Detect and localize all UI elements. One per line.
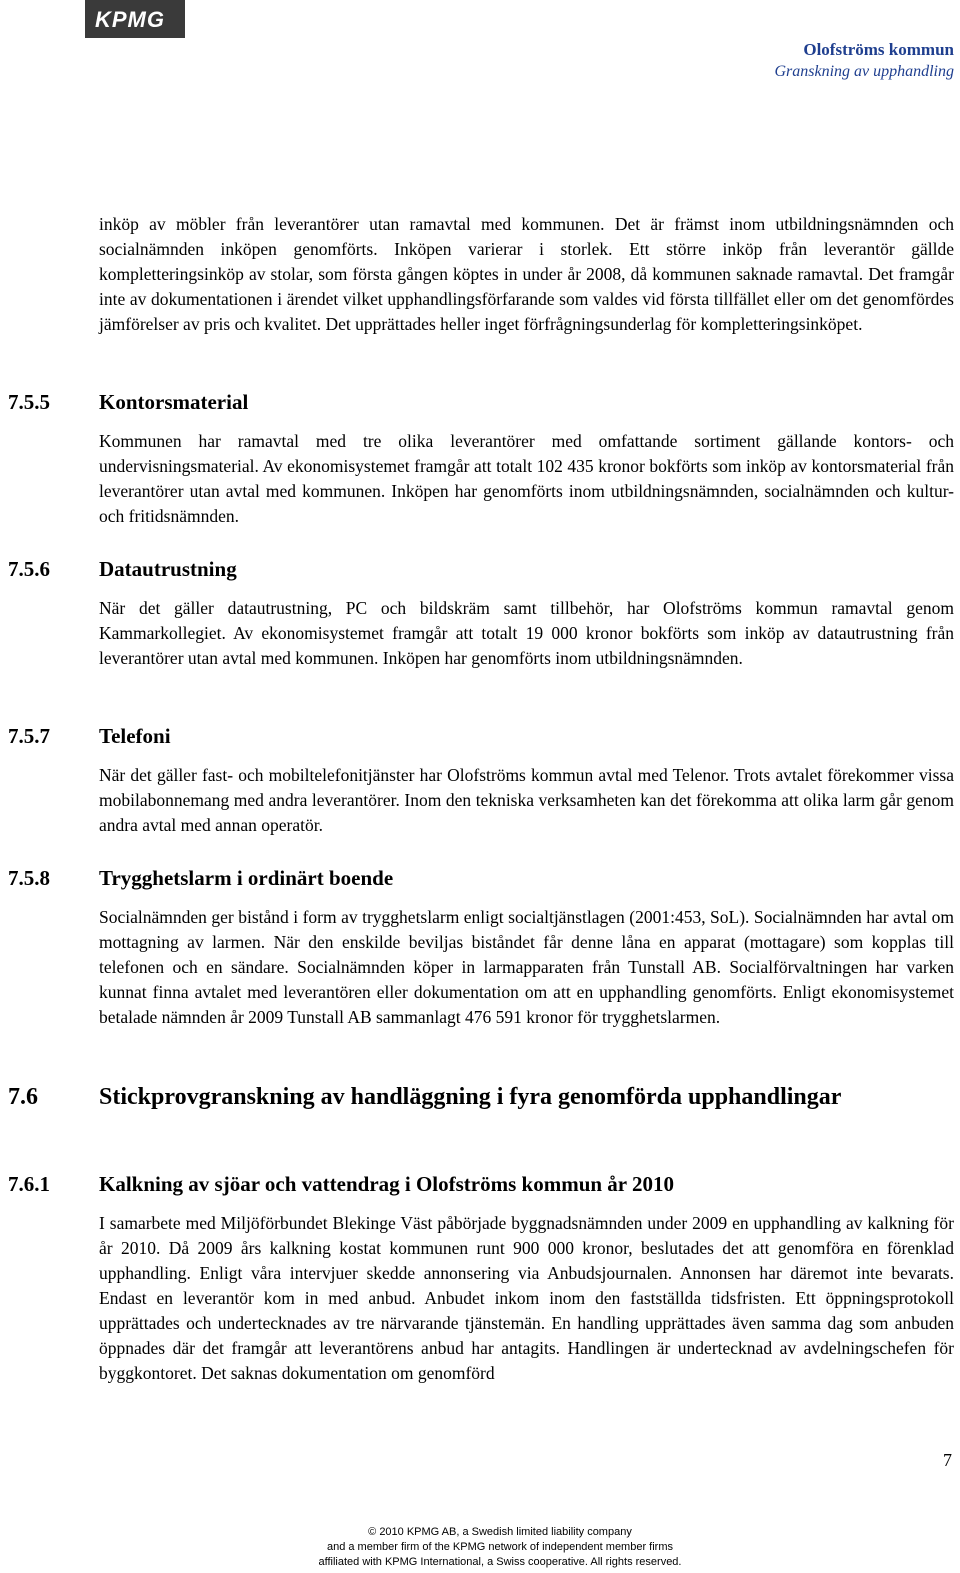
header-org: Olofströms kommun bbox=[803, 40, 954, 59]
section-number: 7.6.1 bbox=[8, 1172, 50, 1196]
kpmg-logo bbox=[85, 0, 185, 38]
section-number: 7.5.8 bbox=[8, 866, 50, 890]
section-number: 7.5.6 bbox=[8, 557, 50, 581]
footer-line: affiliated with KPMG International, a Swiss cooperative. All rights reserved. bbox=[318, 1556, 682, 1568]
section-number: 7.5.5 bbox=[8, 390, 50, 414]
paragraph-trygghetslarm: Socialnämnden ger bistånd i form av trygghetslarm enligt socialtjänstlagen (2001:453, SoL). Socialnämnden har avtal om mottagning av larmen. När den enskilde beviljas biståndet får denne låna en apparat (mottagare) som kopplas till telefonen och en sändare. Socialnämnden köper in larmapparaten från Tunstall AB. Socialförvaltningen har varken kunnat finna avtalet med leverantören eller dokumentation om att en upphandling genomförts. Enligt ekonomisystemet betalade nämnden år 2009 Tunstall AB sammanlagt 476 591 kronor för trygghetslarmen. bbox=[99, 907, 954, 1027]
section-title: Kalkning av sjöar och vattendrag i Olofströms kommun år 2010 bbox=[99, 1172, 674, 1196]
section-title: Trygghetslarm i ordinärt boende bbox=[99, 866, 394, 890]
paragraph-intro: inköp av möbler från leverantörer utan ramavtal med kommunen. Det är främst inom utbildningsnämnden och socialnämnden inköpen genomförts. Inköpen varierar i storlek. Ett större inköp från leverantör gällde kompletteringsinköp av stolar, som första gången köptes in under år 2008, då kommunen saknade ramavtal. Det framgår inte av dokumentationen i ärendet vilket upphandlingsförfarande som valdes vid första tillfället eller om det genomfördes jämförelser av pris och kvalitet. Det upprättades heller inget förfrågningsunderlag för kompletteringsinköpet. bbox=[99, 214, 954, 334]
logo-text: KPMG bbox=[95, 7, 165, 32]
footer-line: and a member firm of the KPMG network of independent member firms bbox=[326, 1541, 674, 1553]
section-number: 7.6 bbox=[8, 1084, 38, 1110]
footer-line: © 2010 KPMG AB, a Swedish limited liability company bbox=[368, 1526, 632, 1538]
header-report: Granskning av upphandling bbox=[774, 63, 954, 80]
page-header bbox=[774, 39, 954, 83]
paragraph-kontorsmaterial: Kommunen har ramavtal med tre olika leverantörer med omfattande sortiment gällande kontors- och undervisningsmaterial. Av ekonomisystemet framgår att totalt 102 435 kronor bokförts som inköp av kontorsmaterial från leverantörer utan avtal med kommunen. Inköpen har genomförts inom utbildningsnämnden, socialnämnden och kultur- och fritidsnämnden. bbox=[99, 431, 954, 526]
section-title: Kontorsmaterial bbox=[99, 390, 249, 414]
paragraph-kalkning: I samarbete med Miljöförbundet Blekinge Väst påbörjade byggnadsnämnden under 2009 en upphandling av kalkning för år 2010. Då 2009 års kalkning kostat kommunen runt 900 000 kronor, beslutades det att genomföra en förenklad upphandling. Enligt våra intervjuer skedde annonsering via Anbudsjournalen. Annonsen har däremot inte bevarats. Endast en leverantör kom in med anbud. Anbudet inkom inom den fastställda tidsfristen. Ett öppningsprotokoll upprättades och undertecknades av tre närvarande tjänstemän. En handling upprättades även samma dag som anbuden öppnades där det framgår att leverantörens anbud har antagits. Handlingen är undertecknad av avdelningschefen för byggkontoret. Det saknas dokumentation om genomförd bbox=[99, 1213, 954, 1383]
page-footer bbox=[300, 1525, 700, 1570]
section-title: Telefoni bbox=[99, 724, 171, 748]
paragraph-telefoni: När det gäller fast- och mobiltelefonitjänster har Olofströms kommun avtal med Telenor. Trots avtalet förekommer vissa mobilabonnemang med andra leverantörer. Inom den tekniska verksamheten kan det förekomma att olika larm går genom andra avtal med annan operatör. bbox=[99, 765, 954, 835]
section-number: 7.5.7 bbox=[8, 724, 50, 748]
paragraph-datautrustning: När det gäller datautrustning, PC och bildskräm samt tillbehör, har Olofströms kommun ramavtal genom Kammarkollegiet. Av ekonomisystemet framgår att totalt 19 000 kronor bokförts som inköp av datautrustning från leverantörer utan avtal med kommunen. Inköpen har genomförts inom utbildningsnämnden. bbox=[99, 598, 954, 668]
section-title: Stickprovgranskning av handläggning i fyra genomförda upphandlingar bbox=[99, 1084, 842, 1110]
page-number: 7 bbox=[943, 1450, 952, 1470]
section-title: Datautrustning bbox=[99, 557, 237, 581]
